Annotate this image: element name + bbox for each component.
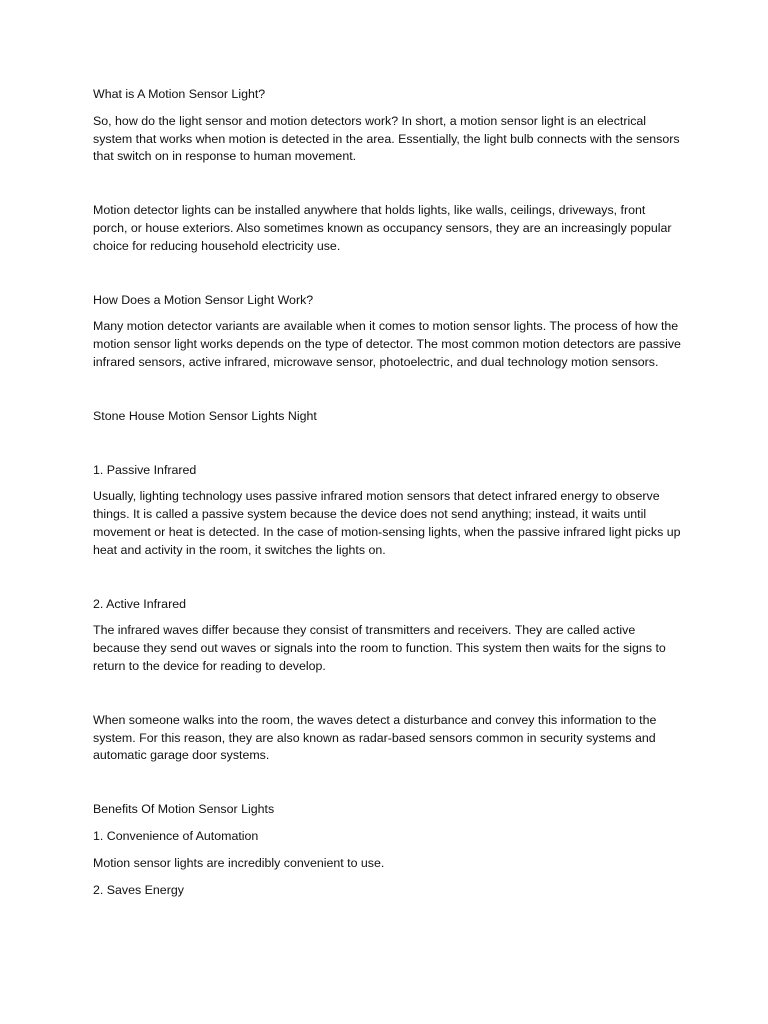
paragraph-active-infrared: The infrared waves differ because they consist of transmitters and receivers. They are called active because they send out waves or signals into the room to function. This system then waits for the signs to return to the device for reading to develop.	[93, 623, 666, 673]
spacer	[93, 175, 683, 202]
heading-convenience: 1. Convenience of Automation	[93, 828, 259, 843]
paragraph-convenience: Motion sensor lights are incredibly convenient to use.	[93, 855, 385, 870]
heading-benefits: Benefits Of Motion Sensor Lights	[93, 802, 275, 817]
spacer	[93, 569, 683, 596]
heading-what-is: What is A Motion Sensor Light?	[93, 87, 266, 101]
spacer	[93, 265, 683, 292]
spacer	[93, 774, 683, 801]
heading-passive-infrared: 1. Passive Infrared	[93, 462, 197, 477]
spacer	[93, 381, 683, 408]
spacer	[93, 685, 683, 712]
paragraph-install: Motion detector lights can be installed anywhere that holds lights, like walls, ceilings, driveways, front porch, or house exteriors. Also sometimes known as occupancy sensors, they are an increasingly popular choice for reducing household electricity use.	[93, 203, 672, 253]
paragraph-what-is: So, how do the light sensor and motion detectors work? In short, a motion sensor light is an electrical system that works when motion is detected in the area. Essentially, the light bulb connects with the sensors that switch on in response to human movement.	[93, 113, 680, 164]
document-page	[93, 86, 683, 908]
heading-saves-energy: 2. Saves Energy	[93, 882, 184, 897]
paragraph-how-it-works: Many motion detector variants are available when it comes to motion sensor lights. The process of how the motion sensor light works depends on the type of detector. The most common motion detectors are passive infrared sensors, active infrared, microwave sensor, photoelectric, and dual technology motion sensors.	[93, 319, 681, 369]
heading-active-infrared: 2. Active Infrared	[93, 596, 186, 611]
paragraph-passive-infrared: Usually, lighting technology uses passive infrared motion sensors that detect infrared energy to observe things. It is called a passive system because the device does not send anything; instead, it waits until movement or heat is detected. In the case of motion-sensing lights, when the passive infrared light picks up heat and activity in the room, it switches the lights on.	[93, 489, 681, 557]
spacer	[93, 435, 683, 462]
caption-stone-house: Stone House Motion Sensor Lights Night	[93, 408, 317, 423]
heading-how-it-works: How Does a Motion Sensor Light Work?	[93, 292, 314, 307]
paragraph-radar: When someone walks into the room, the waves detect a disturbance and convey this information to the system. For this reason, they are also known as radar-based sensors common in security systems and automatic garage door systems.	[93, 712, 657, 763]
